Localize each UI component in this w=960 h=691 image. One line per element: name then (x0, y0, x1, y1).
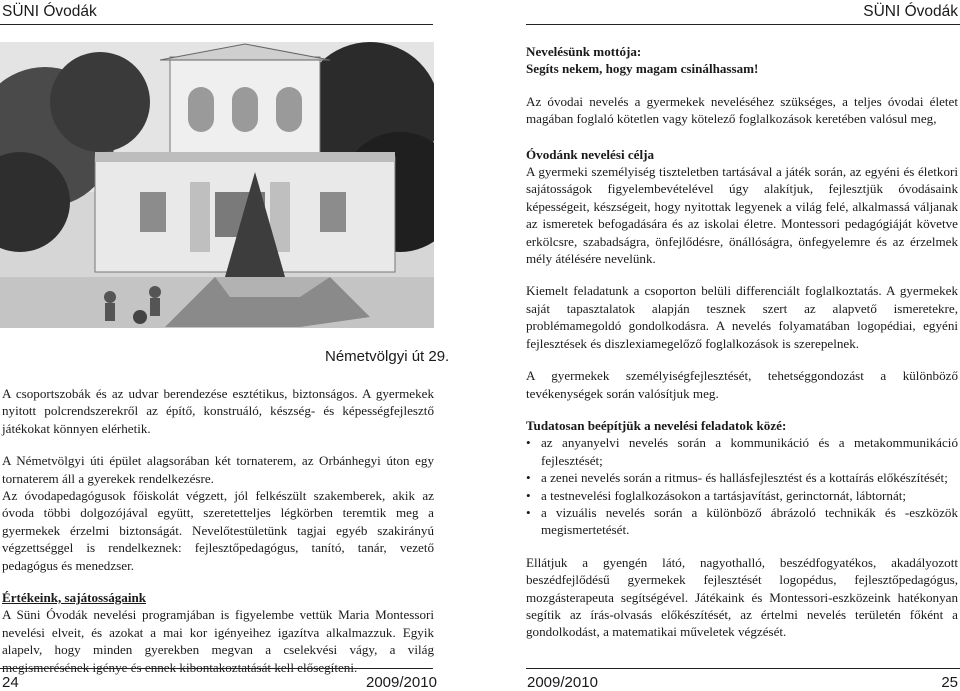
heading-values: Értékeink, sajátosságaink (2, 590, 147, 606)
motto-text: Segíts nekem, hogy magam csinálhassam! (526, 61, 759, 77)
paragraph-gyms: A Németvölgyi úti épület alagsorában két tornaterem, az Orbánhegyi úton egy tornaterem áll a gyerekek rendelkezésre. (2, 453, 434, 486)
right-text-column (526, 43, 958, 641)
photo-caption: Németvölgyi út 29. (325, 348, 450, 365)
heading-goal: Óvodánk nevelési célja (526, 146, 655, 162)
footer-date-right: 2009/2010 (527, 674, 598, 691)
paragraph-differentiated: Kiemelt feladatunk a csoporton belüli differenciált foglalkoztatás. A gyermekek saját tapasztalatok alapján tesznek szert az alapvető ismeretekre, problémamegoldó gondolkodásra. A nevelés folyamatában logopédiai, egyéni fejlesztések és diszlexiamegelőző foglalkozások is szerepelnek. (526, 283, 958, 351)
running-header-right: SÜNI Óvodák (863, 3, 958, 20)
footer-rule-right (526, 668, 960, 669)
page-number-left: 24 (2, 674, 19, 691)
list-item: • a vizuális nevelés során a különböző ábrázoló technikák és -eszközök megismertetését. (526, 504, 958, 539)
running-header-left: SÜNI Óvodák (2, 3, 97, 20)
paragraph-teachers: Az óvodapedagógusok főiskolát végzett, jól felkészült szakemberek, akik az óvoda többi dolgozójával együtt, szeretetteljes légkörben teremtik meg a gyermekek érzelmi biztonságát. Nevelőtestületünk tagjai egyéb szakirányú végzettséggel is rendelkeznek: fejlesztőpedagógus, tanító, tanár, vezető pedagógus és menedzser. (2, 488, 434, 573)
page-number-right: 25 (941, 674, 958, 691)
paragraph-goal: A gyermeki személyiség tiszteletben tartásával a játék során, az egyéni és életkori sajátosságok figyelembevételével úgy alakítjuk, fejlesztjük óvodásaink képességeit, készségeit, hogy nyitottak legyenek a világ felé, alkalmassá váljanak az ismeretek befogadására és az iskolai életre. Montessori pedagógiáját követve erkölcsre, szabadságra, önfejlődésre, önállóságra, önfegyelemre és az érzelmek mély átélésére nevelünk. (526, 164, 958, 267)
footer-date-left: 2009/2010 (366, 674, 437, 691)
building-photo (0, 42, 434, 328)
paragraph-personality: A gyermekek személyiségfejlesztését, tehetséggondozást a különböző tevékenységek során valósítjuk meg. (526, 368, 958, 401)
paragraph-education: Az óvodai nevelés a gyermekek neveléséhez szükséges, a teljes óvodai életet magában foglaló kötetlen vagy kötelező foglalkozások keretében valósul meg, (526, 93, 958, 127)
list-item: • a zenei nevelés során a ritmus- és hallásfejlesztést és a kottaírás előkészítését; (526, 469, 958, 486)
heading-tasks: Tudatosan beépítjük a nevelési feladatok közé: (526, 417, 787, 433)
paragraph-montessori: A Süni Óvodák nevelési programjában is figyelembe vettük Maria Montessori nevelési elveit, és azokat a mai kor igényeihez igazítva alkalmazzuk. Egyik alapelv, hogy minden gyerekben megvan a cselekvési vágy, a világ megismerésének igénye és ennek kibontakoztatását kell elősegíteni. (2, 607, 434, 675)
paragraph-furniture: A csoportszobák és az udvar berendezése esztétikus, biztonságos. A gyermekek nyitott polcrendszerekről az építő, konstruáló, készség- és képességfejlesztő játékokat könnyen elérhetik. (2, 386, 434, 436)
paragraph-special-needs: Ellátjuk a gyengén látó, nagyothalló, beszédfogyatékos, akadályozott beszédfejlődésű gyermekek fejlesztését logopédus, fejlesztőpedagógus, mozgásterapeuta segítségével. Játékaink és Montessori-eszközeink hatékonyan segítik az írás-olvasás előkészítését, az értelmi nevelés területén főként a gondolkodást, a matematikai műveletek végzését. (526, 554, 958, 640)
task-list (526, 434, 958, 538)
motto-title: Nevelésünk mottója: (526, 44, 642, 59)
footer-rule-left (0, 668, 433, 669)
left-text-column (2, 385, 434, 676)
header-rule-left (0, 24, 433, 25)
list-item: • a testnevelési foglalkozásokon a tartásjavítást, gerinctornát, lábtornát; (526, 487, 958, 504)
list-item: • az anyanyelvi nevelés során a kommunikáció és a metakommunikáció fejlesztését; (526, 434, 958, 469)
header-rule-right (526, 24, 960, 25)
